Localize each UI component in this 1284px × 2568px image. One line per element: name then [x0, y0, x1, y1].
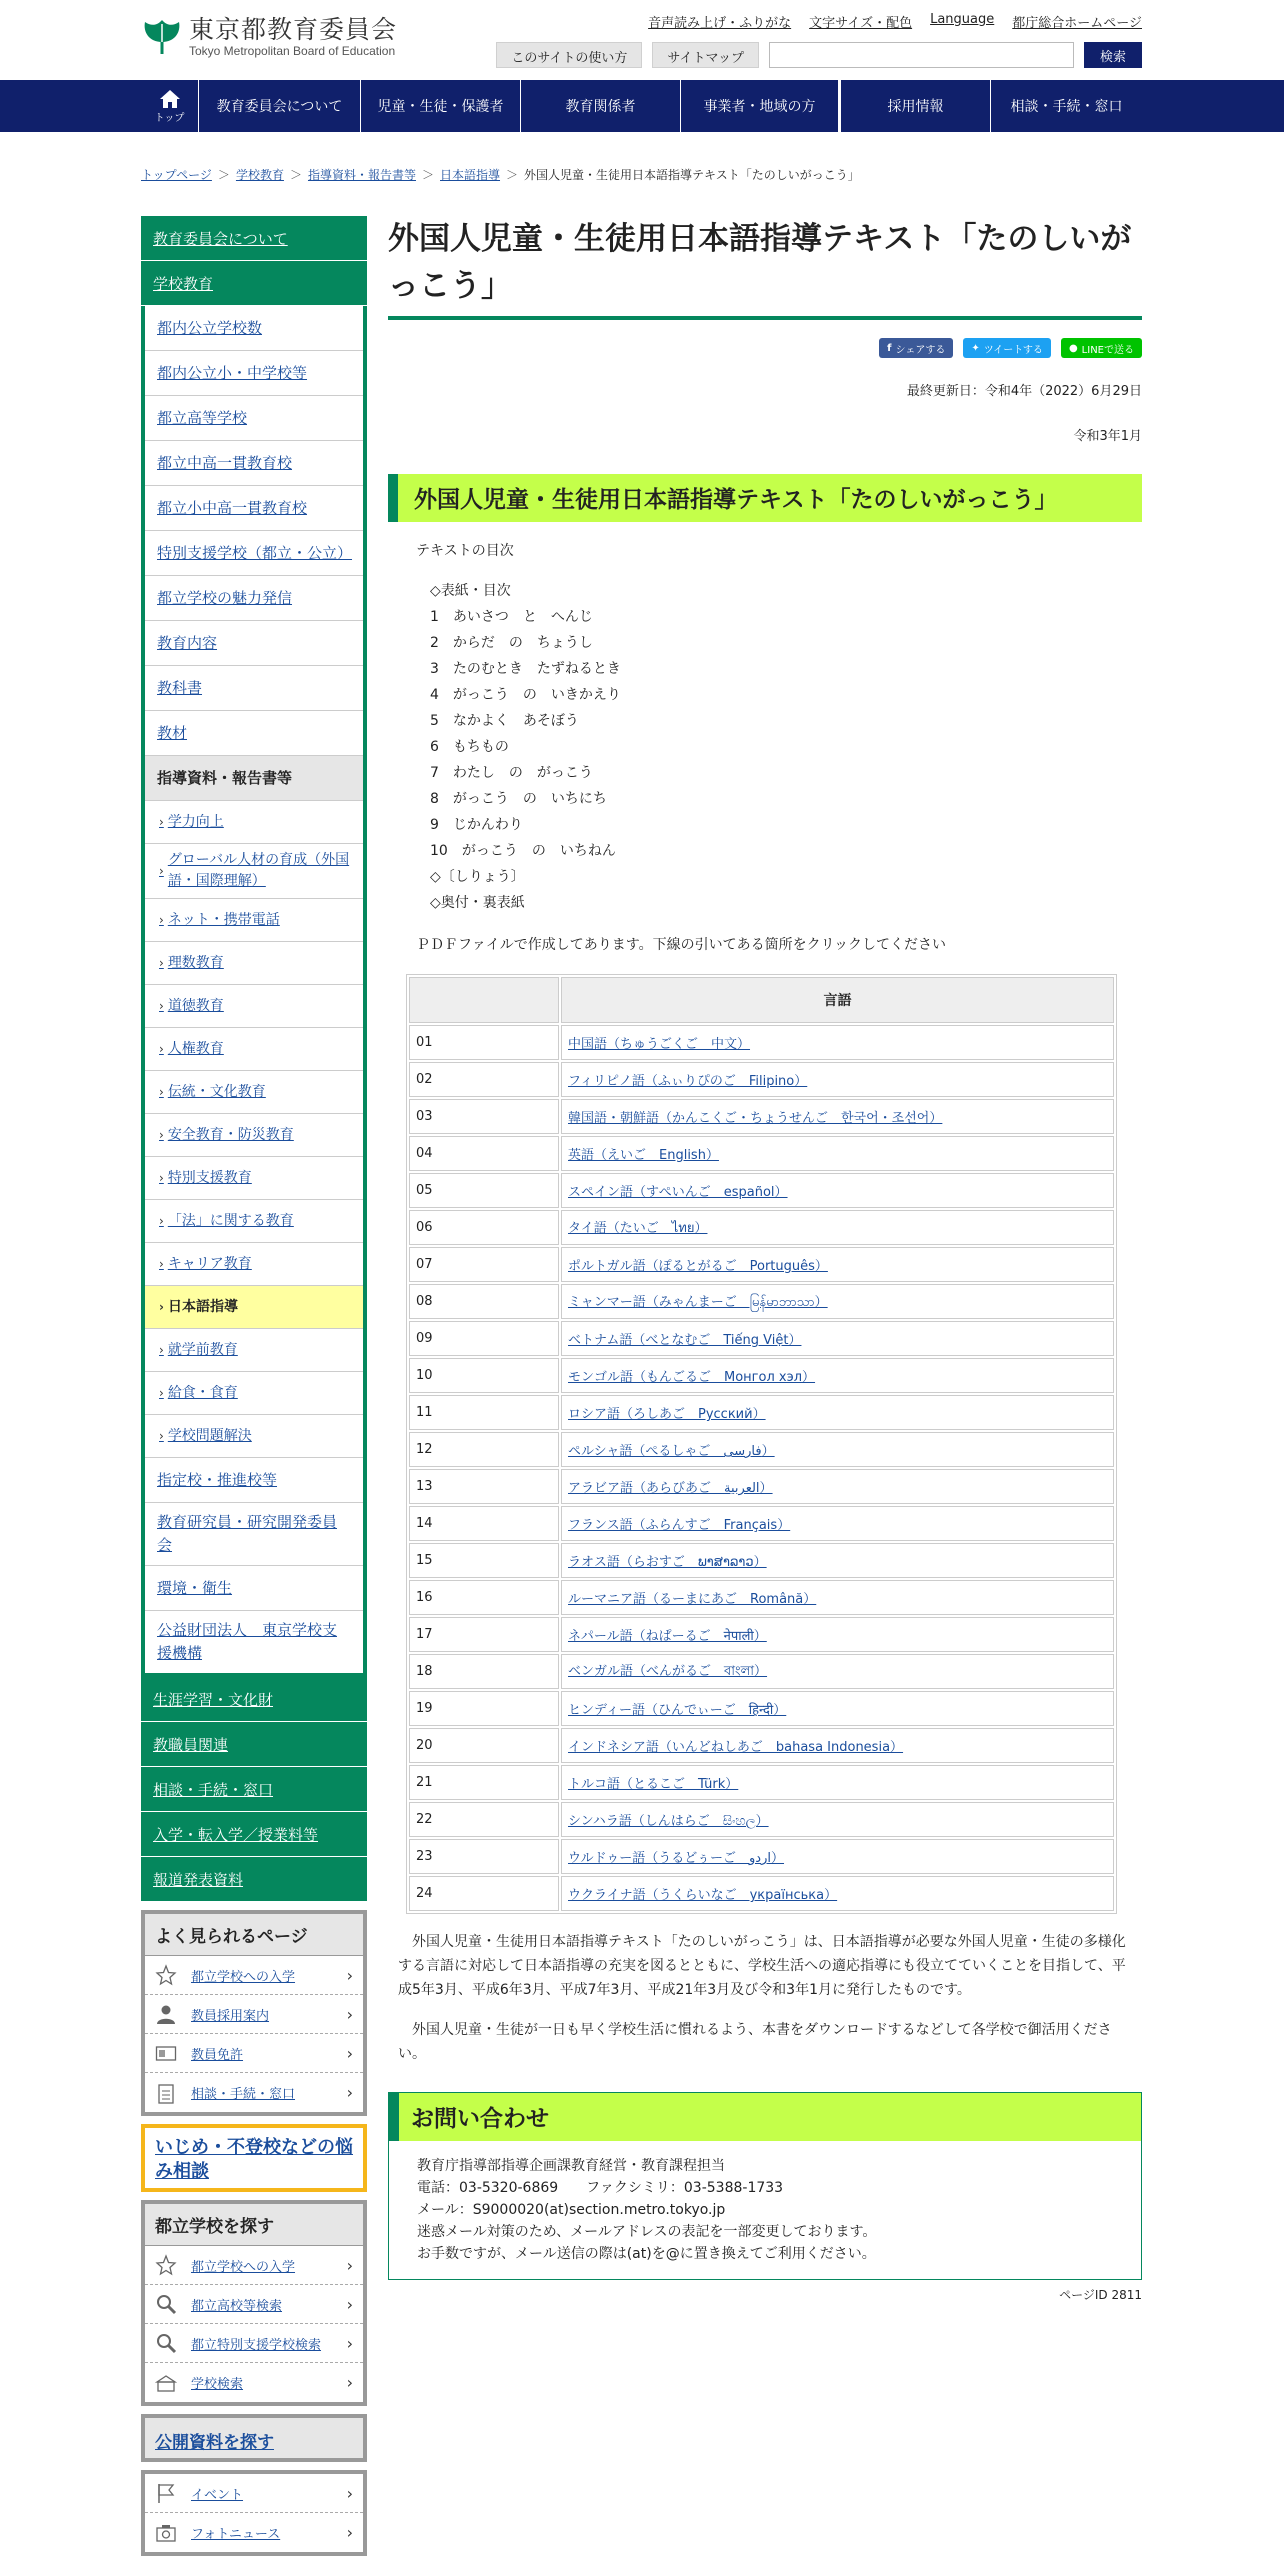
utility-link-voice[interactable]: 音声読み上げ・ふりがな — [648, 16, 792, 31]
utility-link-fontsize[interactable]: 文字サイズ・配色 — [809, 16, 913, 31]
language-pdf-link[interactable]: ペルシャ語（ぺるしゃご فارسی） — [561, 1432, 1114, 1467]
facebook-icon: f — [887, 342, 892, 354]
breadcrumb-top[interactable]: トップページ — [141, 168, 212, 182]
language-pdf-link[interactable]: ポルトガル語（ぽるとがるご Português） — [561, 1247, 1114, 1282]
sidebar-item[interactable]: 公益財団法人 東京学校支援機構 — [145, 1611, 363, 1673]
toc-item: 9 じかんわり — [430, 817, 523, 833]
sidebar-item-admission[interactable]: 入学・転入学／授業料等 — [141, 1812, 367, 1857]
language-pdf-link[interactable]: ウルドゥー語（うるどぅーご اردو） — [561, 1839, 1114, 1874]
utility-link-metro-home[interactable]: 都庁総合ホームページ — [1012, 16, 1142, 31]
sidebar-item[interactable]: 教育内容 — [145, 621, 363, 666]
language-number: 17 — [409, 1617, 559, 1652]
table-row — [409, 1395, 1114, 1430]
chevron-right-icon: › — [159, 1256, 164, 1271]
toc-item: 5 なかよく あそぼう — [430, 713, 579, 729]
chevron-right-icon: › — [159, 955, 164, 970]
chevron-right-icon: › — [159, 1299, 164, 1314]
language-pdf-link[interactable]: 韓国語・朝鮮語（かんこくご・ちょうせんご 한국어・조선어） — [561, 1099, 1114, 1134]
toc-item: 1 あいさつ と へんじ — [430, 609, 593, 625]
language-number: 03 — [409, 1099, 559, 1134]
sidebar-item[interactable]: 都内公立小・中学校等 — [145, 351, 363, 396]
table-row — [409, 1691, 1114, 1726]
global-nav — [0, 80, 1284, 132]
popular-item[interactable]: 教員採用案内 › — [145, 1995, 363, 2034]
toc-item: 3 たのむとき たずねるとき — [430, 661, 621, 677]
language-number: 21 — [409, 1765, 559, 1800]
sidebar-school-menu — [141, 306, 367, 1677]
breadcrumb-current: 外国人児童・生徒用日本語指導テキスト「たのしいがっこう」 — [524, 168, 860, 182]
table-row — [409, 1358, 1114, 1393]
main-content — [388, 216, 1142, 2303]
popular-pages-title: よく見られるページ — [145, 1914, 363, 1956]
nav-item-students[interactable]: 児童・生徒・保護者 — [361, 80, 521, 132]
chevron-right-icon: › — [159, 1385, 164, 1400]
last-updated: 最終更新日：令和4年（2022）6月29日 — [906, 384, 1142, 399]
sidebar-item[interactable]: 環境・衛生 — [145, 1566, 363, 1611]
toc-item: 2 からだ の ちょうし — [430, 635, 593, 651]
sidebar-item-current-section[interactable]: 指導資料・報告書等 — [145, 756, 363, 801]
toc-list — [430, 578, 1142, 916]
sidebar-subitem[interactable]: › 道徳教育 — [145, 985, 363, 1028]
find-school-box — [141, 2200, 367, 2406]
twitter-share-button[interactable]: ✦ ツイートする — [963, 338, 1051, 358]
clipboard-icon — [155, 2082, 177, 2104]
nav-home-label: トップ — [154, 112, 185, 124]
language-number: 24 — [409, 1876, 559, 1911]
sidebar-subitem[interactable]: › 安全教育・防災教育 — [145, 1114, 363, 1157]
logo-title: 東京都教育委員会 — [189, 15, 398, 44]
sidebar-subitem[interactable]: › 学力向上 — [145, 801, 363, 844]
line-icon: ● — [1068, 342, 1078, 354]
language-number: 11 — [409, 1395, 559, 1430]
table-row — [409, 1025, 1114, 1060]
logo-subtitle: Tokyo Metropolitan Board of Education — [189, 44, 396, 58]
table-row — [409, 1580, 1114, 1615]
language-pdf-link[interactable]: ベトナム語（べとなむご Tiếng Việt） — [561, 1321, 1114, 1356]
table-row — [409, 1099, 1114, 1134]
toc-item: ◇表紙・目次 — [430, 583, 511, 599]
chevron-right-icon: › — [346, 2043, 353, 2063]
language-number: 18 — [409, 1654, 559, 1689]
sidebar-subitem[interactable]: › 学校問題解決 — [145, 1415, 363, 1458]
public-docs-link[interactable]: 公開資料を探す — [141, 2414, 367, 2462]
table-row — [409, 1617, 1114, 1652]
site-logo[interactable] — [141, 16, 397, 58]
section-heading: 外国人児童・生徒用日本語指導テキスト「たのしいがっこう」 — [388, 474, 1142, 522]
nav-item-recruit[interactable]: 採用情報 — [841, 80, 991, 132]
table-row — [409, 1210, 1114, 1245]
popular-item[interactable]: 教員免許 › — [145, 2034, 363, 2073]
language-pdf-link[interactable]: ミャンマー語（みゃんまーご မြန်မာဘာသာ） — [561, 1284, 1114, 1319]
chevron-right-icon: › — [159, 1127, 164, 1142]
sidebar-item-consult[interactable]: 相談・手続・窓口 — [141, 1767, 367, 1812]
nav-item-board[interactable]: 教育委員会について — [199, 80, 361, 132]
language-pdf-link[interactable]: ネパール語（ねぱーるご नेपाली） — [561, 1617, 1114, 1652]
chevron-right-icon: › — [346, 2483, 353, 2503]
chevron-right-icon: › — [346, 2333, 353, 2353]
sidebar — [141, 216, 367, 2556]
chevron-right-icon: › — [346, 2523, 353, 2542]
page-title: 外国人児童・生徒用日本語指導テキスト「たのしいがっこう」 — [388, 216, 1142, 320]
sidebar-item[interactable]: 教育研究員・研究開発委員会 — [145, 1503, 363, 1566]
utility-links — [648, 12, 1142, 31]
site-header — [0, 0, 1284, 80]
sidebar-item[interactable]: 都内公立学校数 — [145, 306, 363, 351]
sidebar-item-press[interactable]: 報道発表資料 — [141, 1857, 367, 1902]
language-number: 01 — [409, 1025, 559, 1060]
person-icon — [155, 2003, 177, 2025]
table-row — [409, 1432, 1114, 1467]
chevron-right-icon: › — [159, 1084, 164, 1099]
language-number: 13 — [409, 1469, 559, 1504]
toc-item: 4 がっこう の いきかえり — [430, 687, 621, 703]
language-number: 19 — [409, 1691, 559, 1726]
chevron-right-icon: › — [159, 1342, 164, 1357]
language-table — [406, 974, 1117, 1914]
table-header-language: 言語 — [561, 977, 1114, 1023]
chevron-right-icon: › — [159, 1170, 164, 1185]
search-button[interactable]: 検索 — [1084, 42, 1142, 68]
language-number: 12 — [409, 1432, 559, 1467]
sidebar-item[interactable]: 教科書 — [145, 666, 363, 711]
site-guide-button[interactable]: このサイトの使い方 — [496, 42, 642, 68]
find-school-item[interactable]: 都立学校への入学 › — [145, 2246, 363, 2285]
table-row — [409, 1654, 1114, 1689]
language-pdf-link[interactable]: アラビア語（あらびあご العربية） — [561, 1469, 1114, 1504]
nav-item-consult[interactable]: 相談・手続・窓口 — [1010, 99, 1123, 115]
chevron-right-icon: › — [159, 863, 164, 878]
table-row — [409, 1062, 1114, 1097]
language-number: 22 — [409, 1802, 559, 1837]
toc-item: 7 わたし の がっこう — [430, 765, 593, 781]
toc-heading: テキストの目次 — [416, 543, 514, 559]
sidebar-item-lifelong[interactable]: 生涯学習・文化財 — [141, 1677, 367, 1722]
sidebar-subitem[interactable]: › 人権教育 — [145, 1028, 363, 1071]
contact-phone: 電話：03-5320-6869 ファクシミリ：03-5388-1733 — [417, 2180, 784, 2196]
license-card-icon — [155, 2042, 177, 2064]
table-row — [409, 1765, 1114, 1800]
school-building-icon — [155, 2372, 177, 2394]
language-pdf-link[interactable]: シンハラ語（しんはらご සිංහල） — [561, 1802, 1114, 1837]
chevron-right-icon: › — [159, 814, 164, 829]
language-pdf-link[interactable]: ロシア語（ろしあご Русский） — [561, 1395, 1114, 1430]
chevron-right-icon: › — [159, 1428, 164, 1443]
nav-home[interactable] — [141, 80, 199, 132]
sidebar-item[interactable]: 都立学校の魅力発信 — [145, 576, 363, 621]
camera-icon — [155, 2522, 177, 2544]
chevron-right-icon: › — [346, 2373, 353, 2392]
contact-box — [388, 2092, 1142, 2280]
language-pdf-link[interactable]: フランス語（ふらんすご Français） — [561, 1506, 1114, 1541]
usage-paragraph: 外国人児童・生徒が一日も早く学校生活に慣れるよう、本書をダウンロードするなどして各学校で御活用ください。 — [398, 2022, 1112, 2062]
language-pdf-link[interactable]: ヒンディー語（ひんでぃーご हिन्दी） — [561, 1691, 1114, 1726]
popular-pages-box — [141, 1910, 367, 2116]
breadcrumb: トップページ ＞ 学校教育 ＞ 指導資料・報告書等 ＞ 日本語指導 ＞ 外国人児童・生徒用日本語指導テキスト「たのしいがっこう」 — [141, 168, 860, 182]
sidebar-item-board[interactable]: 教育委員会について — [141, 216, 367, 261]
find-school-item[interactable]: 都立高校等検索 › — [145, 2285, 363, 2324]
sidebar-subitem[interactable]: › 「法」に関する教育 — [145, 1200, 363, 1243]
language-number: 10 — [409, 1358, 559, 1393]
table-row — [409, 1728, 1114, 1763]
table-row — [409, 1543, 1114, 1578]
sidebar-item-staff[interactable]: 教職員関連 — [141, 1722, 367, 1767]
sidebar-subitem[interactable]: › ネット・携帯電話 — [145, 899, 363, 942]
page-id: ページID 2811 — [1059, 2288, 1142, 2302]
language-number: 07 — [409, 1247, 559, 1282]
flag-icon — [155, 2482, 177, 2504]
sidebar-subitem[interactable]: › 就学前教育 — [145, 1329, 363, 1372]
header-tools — [496, 42, 1142, 68]
chevron-right-icon: › — [159, 1213, 164, 1228]
breadcrumb-school[interactable]: 学校教育 — [235, 168, 284, 182]
language-pdf-link[interactable]: 中国語（ちゅうごくご 中文） — [561, 1025, 1114, 1060]
publish-date: 令和3年1月 — [1073, 429, 1142, 444]
table-row — [409, 1284, 1114, 1319]
chevron-right-icon: › — [346, 2255, 353, 2275]
chevron-right-icon: › — [159, 998, 164, 1013]
contact-details — [389, 2141, 1141, 2279]
home-icon — [159, 89, 181, 109]
sidebar-subitem[interactable]: › 理数教育 — [145, 942, 363, 985]
sidebar-subitem[interactable]: › 給食・食育 — [145, 1372, 363, 1415]
language-number: 05 — [409, 1173, 559, 1208]
pdf-note: ＰＤＦファイルで作成してあります。下線の引いてある箇所をクリックしてください — [416, 937, 947, 953]
table-header-number — [409, 977, 559, 1023]
star-icon — [155, 2254, 177, 2276]
language-pdf-link[interactable]: ベンガル語（べんがるご বাংলা） — [561, 1654, 1114, 1689]
extra-item[interactable]: イベント › — [145, 2474, 363, 2513]
ginkgo-logo-icon — [141, 16, 183, 58]
chevron-right-icon: › — [159, 912, 164, 927]
chevron-right-icon: › — [346, 2083, 353, 2102]
popular-item[interactable]: 都立学校への入学 › — [145, 1956, 363, 1995]
popular-item[interactable]: 相談・手続・窓口 › — [145, 2073, 363, 2112]
description-paragraph: 外国人児童・生徒用日本語指導テキスト「たのしいがっこう」は、日本語指導が必要な外国人児童・生徒の多様化する言語に対応して日本語指導の充実を図るとともに、学校生活への適応指導にも役立てていくことを目指して、平成5年3月、平成6年3月、平成7年3月、平成21年3月及び令和3年1月に発行したものです。 — [398, 1934, 1126, 1998]
sidebar-item[interactable]: 都立高等学校 — [145, 396, 363, 441]
language-pdf-link[interactable]: インドネシア語（いんどねしあご bahasa Indonesia） — [561, 1728, 1114, 1763]
language-number: 06 — [409, 1210, 559, 1245]
breadcrumb-japanese[interactable]: 日本語指導 — [440, 168, 501, 182]
language-number: 14 — [409, 1506, 559, 1541]
contact-note: 迷惑メール対策のため、メールアドレスの表記を一部変更しております。 — [417, 2224, 877, 2240]
sidebar-subitem[interactable]: › 特別支援教育 — [145, 1157, 363, 1200]
breadcrumb-materials[interactable]: 指導資料・報告書等 — [307, 168, 416, 182]
extra-links-box — [141, 2470, 367, 2556]
sidebar-item[interactable]: 都立小中高一貫教育校 — [145, 486, 363, 531]
toc-item: 6 もちもの — [430, 739, 509, 755]
language-pdf-link[interactable]: トルコ語（とるこご Türk） — [561, 1765, 1114, 1800]
table-row — [409, 1136, 1114, 1171]
toc-item: 10 がっこう の いちねん — [430, 843, 616, 859]
nav-item-educators[interactable]: 教育関係者 — [521, 80, 681, 132]
language-number: 04 — [409, 1136, 559, 1171]
table-row — [409, 1469, 1114, 1504]
toc-item: 8 がっこう の いちにち — [430, 791, 607, 807]
contact-heading: お問い合わせ — [389, 2093, 1141, 2141]
nav-item-business[interactable]: 事業者・地域の方 — [681, 80, 841, 132]
language-number: 08 — [409, 1284, 559, 1319]
language-number: 23 — [409, 1839, 559, 1874]
magnifier-icon — [155, 2332, 177, 2354]
find-school-item[interactable]: 学校検索 › — [145, 2363, 363, 2402]
language-number: 20 — [409, 1728, 559, 1763]
search-input[interactable] — [769, 42, 1074, 68]
language-pdf-link[interactable]: タイ語（たいご ไทย） — [561, 1210, 1114, 1245]
sidebar-item[interactable]: 特別支援学校（都立・公立） — [145, 531, 363, 576]
table-row — [409, 1247, 1114, 1282]
sidebar-item[interactable]: 都立中高一貫教育校 — [145, 441, 363, 486]
sidebar-subitem[interactable]: › 伝統・文化教育 — [145, 1071, 363, 1114]
bullying-consult-link[interactable]: いじめ・不登校などの悩み相談 — [141, 2124, 367, 2192]
chevron-right-icon: › — [346, 2294, 353, 2314]
sidebar-item[interactable]: 教材 — [145, 711, 363, 756]
table-row — [409, 1173, 1114, 1208]
utility-link-language[interactable]: Language — [930, 12, 995, 27]
chevron-right-icon: › — [159, 1041, 164, 1056]
sidebar-subitem-current[interactable]: › 日本語指導 — [145, 1286, 363, 1329]
language-pdf-link[interactable]: フィリピノ語（ふぃりぴのご Filipino） — [561, 1062, 1114, 1097]
chevron-right-icon: › — [346, 2004, 353, 2024]
table-row — [409, 1802, 1114, 1837]
language-pdf-link[interactable]: モンゴル語（もんごるご Монгол хэл） — [561, 1358, 1114, 1393]
facebook-share-button[interactable]: f シェアする — [879, 338, 953, 358]
language-pdf-link[interactable]: ルーマニア語（るーまにあご Română） — [561, 1580, 1114, 1615]
line-share-button[interactable]: ● LINEで送る — [1061, 338, 1142, 358]
table-row — [409, 1506, 1114, 1541]
language-number: 09 — [409, 1321, 559, 1356]
sidebar-subitem[interactable]: › グローバル人材の育成（外国語・国際理解） — [145, 844, 363, 899]
contact-department: 教育庁指導部指導企画課教育経営・教育課程担当 — [417, 2158, 725, 2174]
toc-item: ◇〔しりょう〕 — [430, 869, 525, 885]
find-school-title: 都立学校を探す — [145, 2204, 363, 2246]
star-icon — [155, 1964, 177, 1986]
language-pdf-link[interactable]: ウクライナ語（うくらいなご українська） — [561, 1876, 1114, 1911]
sidebar-subitem[interactable]: › キャリア教育 — [145, 1243, 363, 1286]
contact-note: お手数ですが、メール送信の際は(at)を@に置き換えてご利用ください。 — [417, 2246, 876, 2262]
sidebar-item[interactable]: 指定校・推進校等 — [145, 1458, 363, 1503]
sitemap-button[interactable]: サイトマップ — [652, 42, 759, 68]
contact-email: メール：S9000020(at)section.metro.tokyo.jp — [417, 2202, 726, 2218]
find-school-item[interactable]: 都立特別支援学校検索 › — [145, 2324, 363, 2363]
language-number: 02 — [409, 1062, 559, 1097]
chevron-right-icon: › — [346, 1965, 353, 1985]
table-row — [409, 1839, 1114, 1874]
table-row — [409, 1321, 1114, 1356]
twitter-icon: ✦ — [971, 342, 980, 354]
toc-item: ◇奥付・裏表紙 — [430, 895, 525, 911]
share-buttons — [388, 338, 1142, 358]
magnifier-icon — [155, 2293, 177, 2315]
extra-item[interactable]: フォトニュース › — [145, 2513, 363, 2552]
language-pdf-link[interactable]: 英語（えいご English） — [561, 1136, 1114, 1171]
language-number: 16 — [409, 1580, 559, 1615]
table-row — [409, 1876, 1114, 1911]
sidebar-item-school[interactable]: 学校教育 — [141, 261, 367, 306]
language-number: 15 — [409, 1543, 559, 1578]
language-pdf-link[interactable]: ラオス語（らおすご ພາສາລາວ） — [561, 1543, 1114, 1578]
language-pdf-link[interactable]: スペイン語（すぺいんご español） — [561, 1173, 1114, 1208]
